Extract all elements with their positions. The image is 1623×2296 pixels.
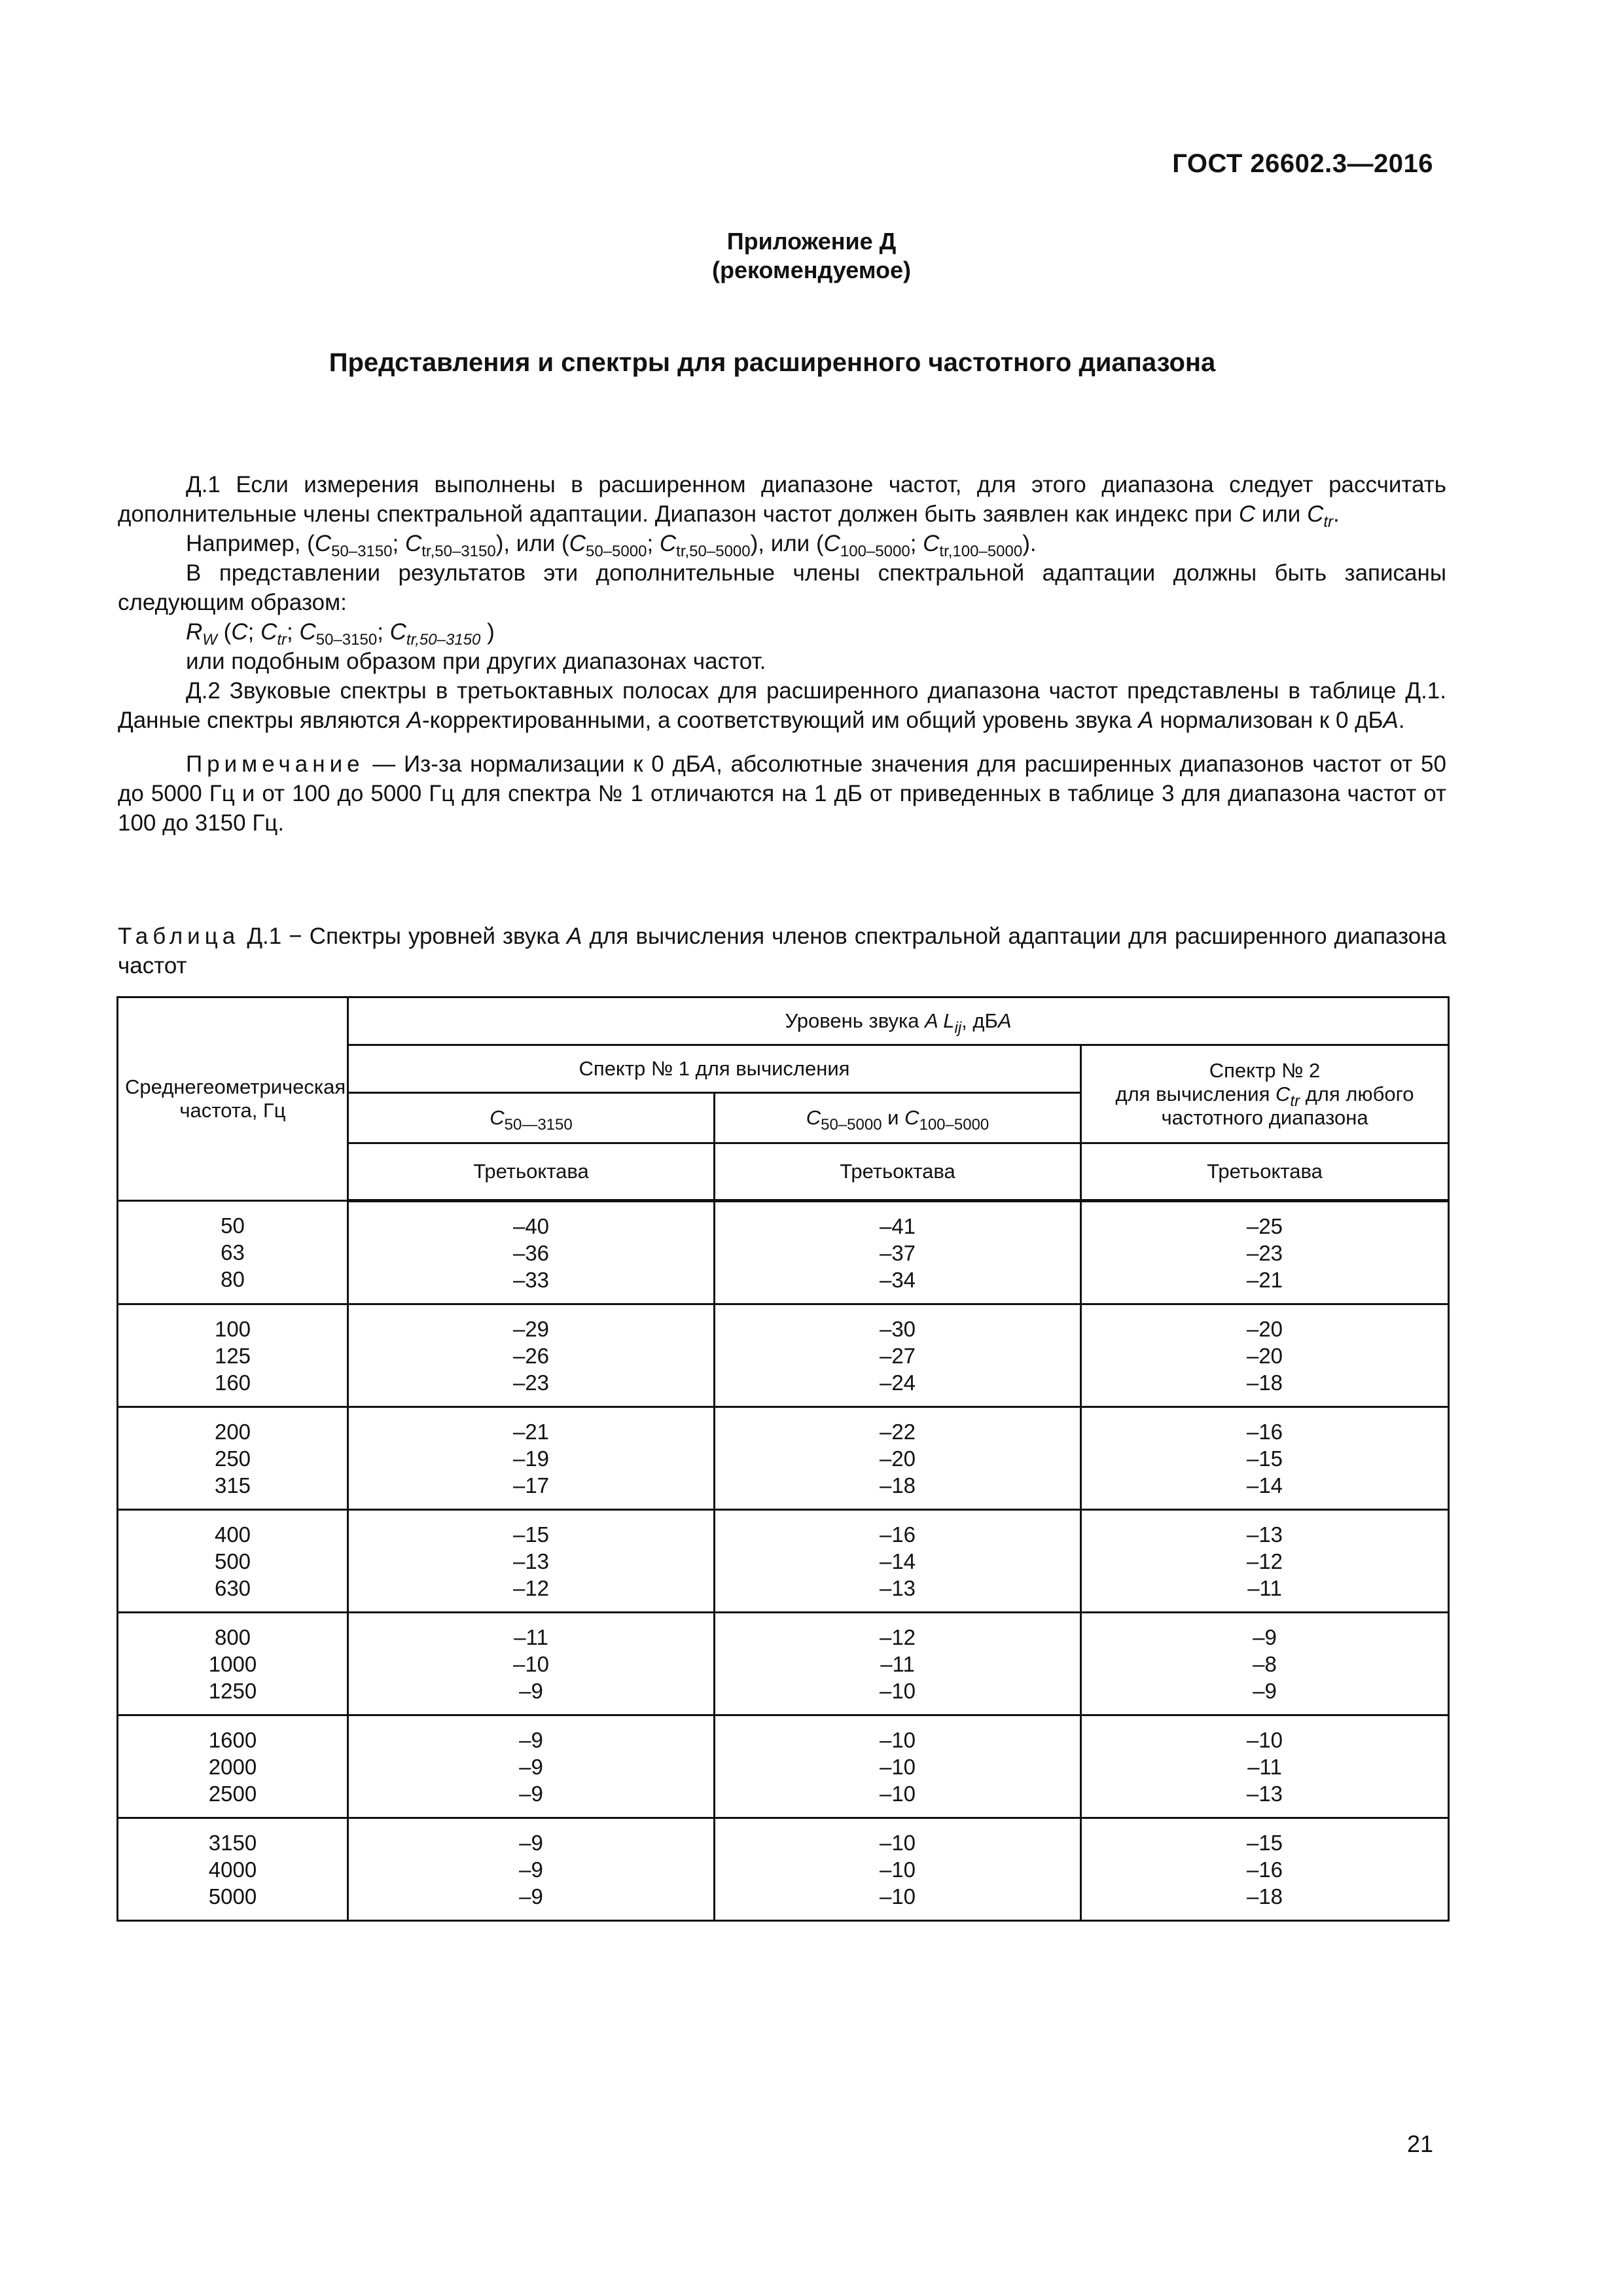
spectrum1-c50-3150-cell xyxy=(348,1407,715,1510)
spectrum1-c50-3150-cell xyxy=(348,1715,715,1818)
cell-value: 1600 xyxy=(208,1727,257,1752)
table-caption: Таблица Д.1 − Спектры уровней звука А для вычисления членов спектральной адаптации для расширенного диапазона частот xyxy=(118,924,1446,978)
annex-status: (рекомендуемое) xyxy=(712,257,911,283)
cell-value: –11 xyxy=(1247,1575,1282,1600)
spectrum1-c50-5000-cell xyxy=(715,1407,1081,1510)
cell-value: –27 xyxy=(879,1343,916,1368)
cell-value: –12 xyxy=(512,1575,550,1600)
cell-value: –20 xyxy=(1246,1343,1283,1368)
cell-value: –10 xyxy=(879,1884,916,1909)
cell-value: –33 xyxy=(512,1267,550,1292)
cell-value: –13 xyxy=(879,1575,916,1600)
cell-value: –16 xyxy=(1246,1419,1283,1444)
cell-value: 80 xyxy=(221,1267,245,1291)
frequency-cell xyxy=(118,1201,348,1304)
spectra-table xyxy=(116,996,1450,1922)
cell-value: –26 xyxy=(512,1343,550,1368)
cell-value: –41 xyxy=(879,1213,916,1238)
column-header-spectrum-2: Спектр № 2 для вычисления $C_{tr}$ для любого частотного диапазона xyxy=(1081,1045,1449,1143)
spectrum2-cell xyxy=(1081,1201,1449,1304)
cell-value: –9 xyxy=(519,1884,543,1909)
cell-value: –9 xyxy=(519,1678,543,1703)
spectrum1-c50-5000-cell xyxy=(715,1613,1081,1715)
cell-value: 2500 xyxy=(208,1781,257,1806)
table-row xyxy=(118,1407,1449,1510)
cell-value: –14 xyxy=(1246,1473,1283,1498)
cell-value: –34 xyxy=(879,1267,916,1292)
spectrum2-cell xyxy=(1081,1818,1449,1921)
annex-title: Приложение Д xyxy=(726,228,897,255)
cell-value: –9 xyxy=(519,1830,543,1855)
cell-value: –9 xyxy=(519,1781,543,1806)
cell-value: 500 xyxy=(214,1549,251,1573)
spectrum1-c50-3150-cell xyxy=(348,1201,715,1304)
column-header-frequency: Среднегеометрическая частота, Гц xyxy=(118,997,348,1201)
cell-value: 4000 xyxy=(208,1857,257,1882)
cell-value: –24 xyxy=(879,1370,916,1395)
cell-value: –12 xyxy=(1246,1549,1283,1573)
band-label: Третьоктава xyxy=(348,1143,715,1201)
paragraph-representation: В представлении результатов эти дополнительные члены спектральной адаптации должны быть записаны следующим образом: xyxy=(118,560,1446,615)
cell-value: 1000 xyxy=(208,1651,257,1676)
cell-value: –15 xyxy=(512,1522,550,1547)
cell-value: –37 xyxy=(879,1240,916,1265)
band-label: Третьоктава xyxy=(715,1143,1081,1201)
spectrum2-cell xyxy=(1081,1613,1449,1715)
cell-value: –10 xyxy=(879,1781,916,1806)
cell-value: –10 xyxy=(879,1678,916,1703)
frequency-cell xyxy=(118,1715,348,1818)
spectrum1-c50-3150-cell xyxy=(348,1304,715,1407)
frequency-cell xyxy=(118,1407,348,1510)
cell-value: –29 xyxy=(512,1316,550,1341)
frequency-cell xyxy=(118,1510,348,1613)
cell-value: 800 xyxy=(214,1624,251,1649)
cell-value: –30 xyxy=(879,1316,916,1341)
cell-value: –10 xyxy=(879,1857,916,1882)
spectrum2-cell xyxy=(1081,1510,1449,1613)
cell-value: –10 xyxy=(879,1830,916,1855)
cell-value: –16 xyxy=(879,1522,916,1547)
table-row xyxy=(118,1613,1449,1715)
table-row xyxy=(118,1715,1449,1818)
spectrum1-c50-3150-cell xyxy=(348,1818,715,1921)
frequency-cell xyxy=(118,1304,348,1407)
frequency-cell xyxy=(118,1818,348,1921)
cell-value: –11 xyxy=(514,1624,548,1649)
cell-value: –15 xyxy=(1246,1830,1283,1855)
cell-value: –14 xyxy=(879,1549,916,1573)
spectrum1-c50-5000-cell xyxy=(715,1715,1081,1818)
cell-value: –16 xyxy=(1246,1857,1283,1882)
paragraph-other-ranges: или подобным образом при других диапазонах частот. xyxy=(186,649,766,674)
cell-value: 50 xyxy=(221,1213,245,1238)
cell-value: –9 xyxy=(519,1727,543,1752)
paragraph-d2: Д.2 Звуковые спектры в третьоктавных полосах для расширенного диапазона частот представлены в таблице Д.1. Данные спектры являются А-корректированными, а соответствующий им общий уровень звука А нормализован к 0 дБА. xyxy=(118,678,1446,733)
cell-value: –13 xyxy=(1246,1522,1283,1547)
cell-value: –20 xyxy=(1246,1316,1283,1341)
table-row xyxy=(118,1201,1449,1304)
cell-value: –9 xyxy=(1253,1624,1277,1649)
cell-value: –20 xyxy=(879,1446,916,1471)
cell-value: –10 xyxy=(879,1754,916,1779)
cell-value: 400 xyxy=(214,1522,251,1547)
cell-value: –13 xyxy=(512,1549,550,1573)
cell-value: 200 xyxy=(214,1419,251,1444)
cell-value: –10 xyxy=(879,1727,916,1752)
cell-value: 160 xyxy=(214,1370,251,1395)
cell-value: 125 xyxy=(214,1343,251,1368)
cell-value: –12 xyxy=(879,1624,916,1649)
spectrum1-c50-3150-cell xyxy=(348,1510,715,1613)
cell-value: –18 xyxy=(1246,1370,1283,1395)
note: Примечание — Из-за нормализации к 0 дБА, абсолютные значения для расширенных диапазонов частот от 50 до 5000 Гц и от 100 до 5000 Гц для спектра № 1 отличаются на 1 дБ от приведенных в таблице 3 для диапазона частот от 100 до 3150 Гц. xyxy=(118,751,1446,836)
band-label: Третьоктава xyxy=(1081,1143,1449,1201)
cell-value: –23 xyxy=(1246,1240,1283,1265)
column-header-spectrum-1: Спектр № 1 для вычисления xyxy=(348,1045,1081,1093)
cell-value: –22 xyxy=(879,1419,916,1444)
spectrum2-cell xyxy=(1081,1715,1449,1818)
document-code: ГОСТ 26602.3—2016 xyxy=(1172,149,1433,178)
cell-value: –9 xyxy=(519,1857,543,1882)
cell-value: –10 xyxy=(1246,1727,1283,1752)
column-header-c50-3150: $C_{50—3150}$ xyxy=(348,1093,715,1143)
cell-value: 2000 xyxy=(208,1754,257,1779)
cell-value: –9 xyxy=(1253,1678,1277,1703)
cell-value: –18 xyxy=(1246,1884,1283,1909)
spectrum2-cell xyxy=(1081,1304,1449,1407)
cell-value: –36 xyxy=(512,1240,550,1265)
cell-value: –13 xyxy=(1246,1781,1283,1806)
spectrum1-c50-5000-cell xyxy=(715,1510,1081,1613)
cell-value: –17 xyxy=(512,1473,550,1498)
cell-value: 3150 xyxy=(208,1830,257,1855)
cell-value: –11 xyxy=(1247,1754,1282,1779)
cell-value: –40 xyxy=(512,1213,550,1238)
cell-value: 1250 xyxy=(208,1678,257,1703)
table-row xyxy=(118,1510,1449,1613)
cell-value: 63 xyxy=(221,1240,245,1265)
cell-value: 250 xyxy=(214,1446,251,1471)
cell-value: 315 xyxy=(214,1473,251,1498)
spectrum1-c50-5000-cell xyxy=(715,1201,1081,1304)
cell-value: –19 xyxy=(512,1446,550,1471)
cell-value: –10 xyxy=(512,1651,550,1676)
spectrum1-c50-5000-cell xyxy=(715,1304,1081,1407)
cell-value: –8 xyxy=(1253,1651,1277,1676)
annex-body xyxy=(118,470,1446,838)
cell-value: –9 xyxy=(519,1754,543,1779)
page-number: 21 xyxy=(1406,2130,1433,2157)
frequency-cell xyxy=(118,1613,348,1715)
column-header-c50-5000: $C_{50-5000}$ и $C_{100-5000}$ xyxy=(715,1093,1081,1143)
cell-value: 630 xyxy=(214,1575,251,1600)
cell-value: –18 xyxy=(879,1473,916,1498)
spectrum2-cell xyxy=(1081,1407,1449,1510)
spectrum1-c50-5000-cell xyxy=(715,1818,1081,1921)
cell-value: –21 xyxy=(1246,1267,1283,1292)
table-row xyxy=(118,1304,1449,1407)
cell-value: –15 xyxy=(1246,1446,1283,1471)
cell-value: 5000 xyxy=(208,1884,257,1909)
cell-value: –11 xyxy=(880,1651,915,1676)
spectrum1-c50-3150-cell xyxy=(348,1613,715,1715)
cell-value: –21 xyxy=(512,1419,550,1444)
cell-value: –23 xyxy=(512,1370,550,1395)
cell-value: –25 xyxy=(1246,1213,1283,1238)
cell-value: 100 xyxy=(214,1316,251,1341)
paragraph-example: Например, ($C_{50-3150}$; $C_{tr,50-3150}$), или ($C_{50-5000}$; $C_{tr,50-5000}$), или ($C_{100-5000}$; $C_{tr,100-5000}$). xyxy=(186,531,1037,560)
formula: $R_W$ (C; $C_{tr}$; $C_{50-3150}$; $C_{tr,50-3150}$ ) xyxy=(186,619,495,649)
annex-heading: Представления и спектры для расширенного частотного диапазона xyxy=(329,348,1216,377)
table-body xyxy=(118,1201,1449,1921)
column-header-level: Уровень звука A $L_{ij}$, дБA xyxy=(348,997,1449,1045)
table-row xyxy=(118,1818,1449,1921)
paragraph-d1: Д.1 Если измерения выполнены в расширенном диапазоне частот, для этого диапазона следует рассчитать дополнительные члены спектральной адаптации. Диапазон частот должен быть заявлен как индекс при C или $C_{tr}$. xyxy=(118,472,1446,531)
